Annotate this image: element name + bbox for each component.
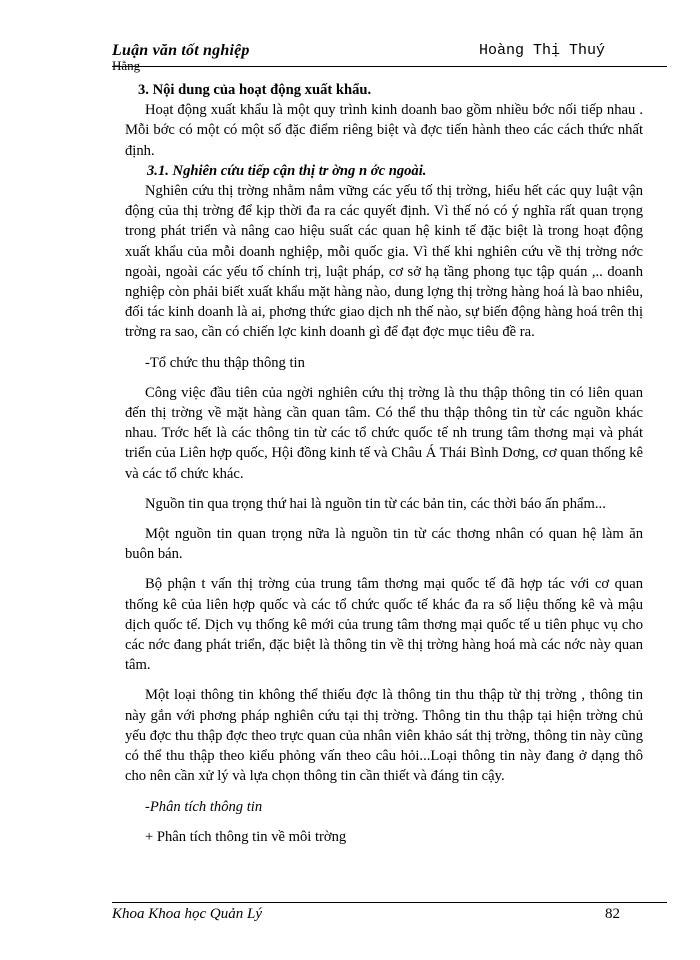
footer-department: Khoa Khoa học Quản Lý: [112, 906, 262, 922]
paragraph: Nguồn tin qua trọng thứ hai là nguồn tin từ các bản tin, các thời báo ấn phẩm...: [145, 495, 606, 512]
list-label: -Phân tích thông tin: [145, 798, 263, 815]
paragraph: Công việc đầu tiên của ngời nghiên cứu thị trờng là thu thập thông tin có liên quan đến thị trờng về mặt hàng cần quan tâm. Có thể thu thập thông tin từ các nguồn khác nhau. Trớc hết là các thông tin từ các tổ chức quốc tế nh trung tâm thơng mại và phát triển của Liên hợp quốc, Hội đồng kinh tế và Châu Á Thái Bình Dơng, cơ quan thống kê và các tổ chức khác.: [125, 384, 643, 482]
paragraph: Một nguồn tin quan trọng nữa là nguồn tin từ các thơng nhân có quan hệ làm ăn buôn bán.: [125, 526, 643, 563]
paragraph: Hoạt động xuất khẩu là một quy trình kinh doanh bao gồm nhiều bớc nối tiếp nhau . Mỗi bớc có một có một số đặc điểm riêng biệt và đợc tiến hành theo các cách thức nhất định.: [125, 102, 643, 159]
page-number: 82: [605, 906, 620, 922]
paragraph: Bộ phận t vấn thị trờng của trung tâm thơng mại quốc tế đã hợp tác với cơ quan thống kê của liên hợp quốc và các tổ chức quốc tế khác đa ra số liệu thống kê và mậu dịch quốc tế. Dịch vụ thống kê mới của trung tâm thơng mại quốc tế u tiên phục vụ cho các nớc đang phát triển, đặc biệt là thông tin về thị trờng hàng hoá mà các nớc này quan tâm.: [125, 576, 643, 674]
footer-divider: [112, 902, 667, 903]
paragraph: Một loại thông tin không thể thiếu đợc là thông tin thu thập từ thị trờng , thông tin này gắn với phơng pháp nghiên cứu tại thị trờng. Thông tin thu thập tại hiện trờng chủ yếu đợc thu thập đợc theo trực quan của nhân viên khảo sát thị trờng, thông tin này cũng có thể thu thập theo kiểu phỏng vấn theo câu hỏi...Loại thông tin này đang ở dạng thô cho nên cần xử lý và lựa chọn thông tin cần thiết và đáng tin cậy.: [125, 687, 643, 785]
section-heading: 3. Nội dung của hoạt động xuất khẩu.: [138, 82, 372, 98]
paragraph: Nghiên cứu thị trờng nhằm nắm vững các yếu tố thị trờng, hiểu hết các quy luật vận động của thị trờng để kịp thời đa ra các quyết định. Vì thế nó có ý nghĩa rất quan trọng trong phát triển và nâng cao hiệu suất các quan hệ kinh tế đặc biệt là trong hoạt động xuất khẩu của mỗi doanh nghiệp, mỗi quốc gia. Vì thế khi nghiên cứu về thị trờng nớc ngoài, ngoài các yếu tố chính trị, luật pháp, cơ sở hạ tầng phong tục tập quán ,.. doanh nghiệp còn phải biết xuất khẩu mặt hàng nào, dung lợng thị trờng hàng hoá là bao nhiêu, đối tác kinh doanh là ai, phơng thức giao dịch nh thế nào, sự biến động hàng hoá trên thị trờng ra sao, cần có chiến lợc kinh doanh gì để đạt đợc mục tiêu đề ra.: [125, 183, 643, 341]
list-label: -Tổ chức thu thập thông tin: [145, 354, 305, 371]
header-author: Hoàng Thị Thuý: [478, 42, 605, 59]
header-thesis-title: Luận văn tốt nghiệp: [112, 42, 250, 59]
subsection-heading: 3.1. Nghiên cứu tiếp cận thị tr ờng n ớc ngoài.: [147, 162, 427, 179]
header-subtext: Hằng: [112, 58, 141, 73]
header-divider: [112, 66, 667, 67]
page-body: [125, 80, 643, 847]
list-item: + Phân tích thông tin về môi trờng: [145, 828, 347, 845]
